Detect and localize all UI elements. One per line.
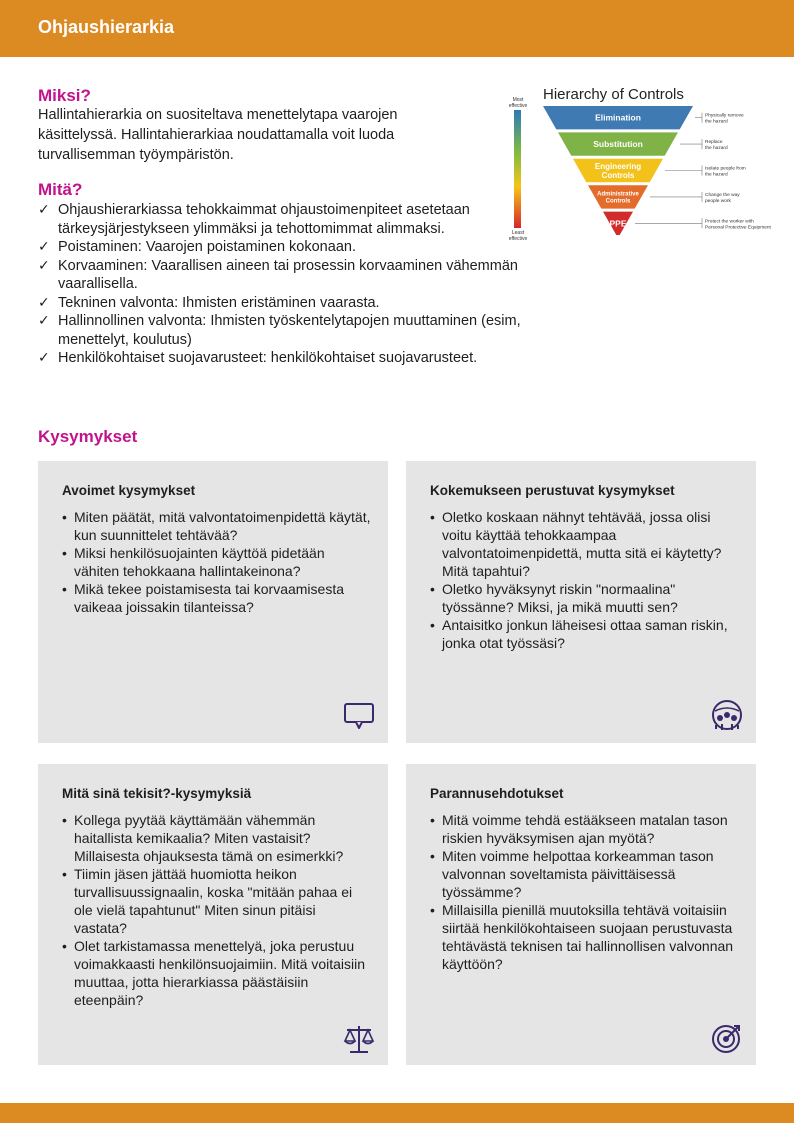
list-item: • Kollega pyytää käyttämään vähemmän haitallista kemikaalia? Miten vastaisit? Millaisesta ohjauksesta tämä on esimerkki? [62, 811, 372, 865]
hierarchy-level-label: Administrative [597, 191, 639, 198]
hierarchy-level-note: Personal Protective Equipment [705, 225, 771, 231]
list-item: • Miksi henkilösuojainten käyttöä pidetään vähiten tehokkaana hallintakeinona? [62, 544, 372, 580]
card-question-list [62, 508, 372, 616]
card-improvement-ideas [406, 764, 756, 1065]
hierarchy-level-note: the hazard [705, 172, 728, 178]
list-item: • Oletko koskaan nähnyt tehtävää, jossa olisi voitu käyttää tehokkaampaa valvontatoimenpidettä, mutta sitä ei käytetty? Mitä tapahtui? [430, 508, 740, 580]
checkmark-icon: ✓ [38, 257, 50, 274]
hierarchy-level-label: Controls [601, 170, 635, 180]
list-item: • Millaisilla pienillä muutoksilla tehtävä voitaisiin siirtää henkilökohtaiseen suojaan perustuvasta tehtävästä teknisen tai hallinnollisen valvonnan käyttöön? [430, 901, 740, 973]
card-question-list [430, 508, 740, 652]
speech-bubble-icon [342, 699, 376, 733]
card-title: Mitä sinä tekisit?-kysymyksiä [62, 786, 252, 801]
hierarchy-level-label: Engineering [594, 161, 642, 171]
list-item: • Tiimin jäsen jättää huomiotta heikon turvallisuussignaalin, koska "mitään pahaa ei ole vielä tapahtunut" Miten sinun pitäisi vastata? [62, 865, 372, 937]
card-open-questions [38, 461, 388, 743]
hierarchy-level-label: Substitution [593, 139, 643, 150]
card-question-list [62, 811, 372, 1009]
hierarchy-level-label: PPE [609, 218, 627, 229]
checkmark-icon: ✓ [38, 239, 50, 255]
checkmark-icon: ✓ [38, 313, 50, 329]
checkmark-icon: ✓ [38, 350, 50, 366]
list-item: ✓ Poistaminen: Vaarojen poistaminen kokonaan. [38, 239, 356, 255]
hierarchy-title: Hierarchy of Controls [543, 86, 684, 103]
page-title: Ohjaushierarkia [38, 17, 175, 37]
list-item: • Mikä tekee poistamisesta tai korvaamisesta vaikeaa joissakin tilanteissa? [62, 580, 372, 616]
hierarchy-level-note: people work [705, 198, 731, 204]
header-bar [0, 0, 794, 57]
list-item: ✓ Henkilökohtaiset suojavarusteet: henkilökohtaiset suojavarusteet. [38, 350, 478, 366]
card-question-list [430, 811, 740, 973]
miksi-text: Hallintahierarkia on suositeltava menettelytapa vaarojen käsittelyssä. Hallintahierarkiaa noudattamalla voit luoda turvallisemman työympäristön. [38, 107, 398, 163]
hierarchy-level-note: Change the way [705, 192, 740, 198]
least-effective-label: Least [511, 230, 525, 236]
card-title: Parannusehdotukset [430, 786, 564, 801]
mita-list [38, 201, 568, 368]
card-what-would-you-do [38, 764, 388, 1065]
hierarchy-level-note: Physically remove [705, 113, 744, 119]
mita-heading: Mitä? [38, 180, 83, 199]
globe-people-icon [710, 699, 744, 733]
list-item: • Oletko hyväksynyt riskin "normaalina" työssänne? Miksi, ja mikä muutti sen? [430, 580, 740, 616]
list-item: ✓ Ohjaushierarkiassa tehokkaimmat ohjaustoimenpiteet asetetaan tärkeysjärjestykseen ylimmäksi ja tehottomimmat alimmaksi. [38, 202, 470, 237]
effectiveness-gradient-bar [514, 110, 521, 228]
list-item: • Miten voimme helpottaa korkeamman tason valvonnan soveltamista päivittäisessä työssämme? [430, 847, 740, 901]
hierarchy-level-label: Controls [605, 198, 631, 205]
card-title: Avoimet kysymykset [62, 483, 196, 498]
list-item: • Mitä voimme tehdä estääkseen matalan tason riskien hyväksymisen ajan myötä? [430, 811, 740, 847]
hierarchy-pyramid [505, 80, 775, 250]
hierarchy-of-controls-graphic [505, 80, 775, 250]
list-item: • Olet tarkistamassa menettelyä, joka perustuu voimakkaasti henkilönsuojaimiin. Mitä voitaisiin muuttaa, jotta hierarkiassa päästäisiin eteenpäin? [62, 937, 372, 1009]
list-item: • Antaisitko jonkun läheisesi ottaa saman riskin, jonka otat työssäsi? [430, 616, 740, 652]
hierarchy-level-note: Isolate people from [705, 166, 746, 172]
list-item: ✓ Hallinnollinen valvonta: Ihmisten työskentelytapojen muuttaminen (esim, menettelyt, koulutus) [38, 313, 521, 348]
list-item: ✓ Korvaaminen: Vaarallisen aineen tai prosessin korvaaminen vähemmän vaarallisella. [38, 257, 518, 292]
checkmark-icon: ✓ [38, 202, 50, 218]
hierarchy-level-note: the hazard [705, 146, 728, 152]
hierarchy-level-note: Protect the worker with [705, 219, 754, 225]
card-title: Kokemukseen perustuvat kysymykset [430, 483, 675, 498]
footer-bar [0, 1103, 794, 1123]
card-experience-questions [406, 461, 756, 743]
scales-icon [342, 1021, 376, 1055]
target-arrow-icon [710, 1021, 744, 1055]
least-effective-label: effective [508, 236, 528, 242]
kysymykset-heading: Kysymykset [38, 427, 138, 446]
hierarchy-level-label: Elimination [595, 112, 641, 123]
list-item: • Miten päätät, mitä valvontatoimenpidettä käytät, kun suunnittelet tehtävää? [62, 508, 372, 544]
miksi-heading: Miksi? [38, 86, 91, 105]
most-effective-label: Most [512, 97, 524, 103]
hierarchy-level-note: Replace [705, 140, 723, 146]
list-item: ✓ Tekninen valvonta: Ihmisten eristäminen vaarasta. [38, 294, 380, 311]
most-effective-label: effective [508, 103, 528, 109]
hierarchy-level-note: the hazard [705, 119, 728, 125]
checkmark-icon: ✓ [38, 294, 50, 311]
